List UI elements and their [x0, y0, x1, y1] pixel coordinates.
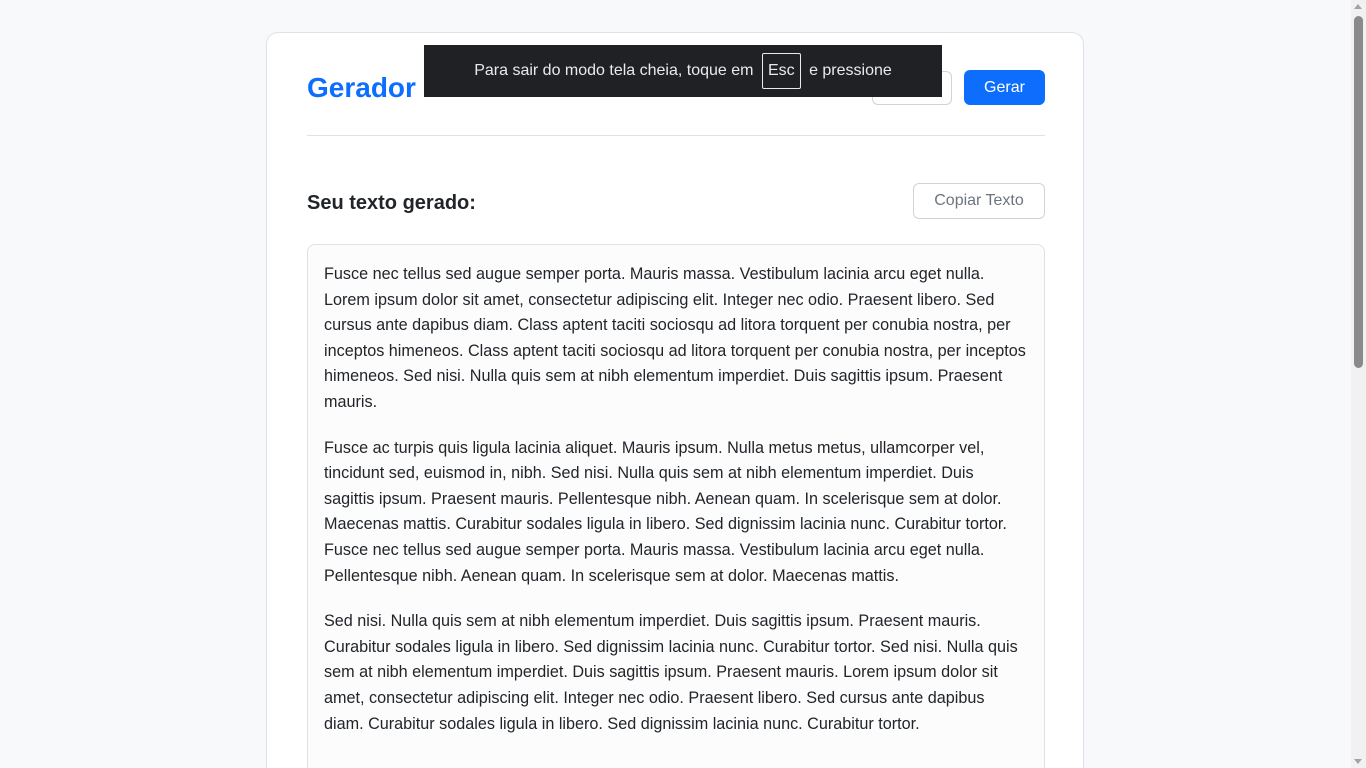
scroll-down-arrow-icon[interactable] — [1354, 759, 1362, 764]
copy-text-button[interactable]: Copiar Texto — [913, 183, 1045, 219]
generated-paragraph-3: Sed nisi. Nulla quis sem at nibh elementum imperdiet. Duis sagittis ipsum. Praesent mauris. Curabitur sodales ligula in libero. Sed dignissim lacinia nunc. Curabitur tortor. Sed nisi. Nulla quis sem at nibh elementum imperdiet. Duis sagittis ipsum. Praesent mauris. Lorem ipsum dolor sit amet, consectetur adipiscing elit. Integer nec odio. Praesent libero. Sed cursus ante dapibus diam. Curabitur sodales ligula in libero. Sed dignissim lacinia nunc. Curabitur tortor. — [324, 612, 1018, 733]
scrollbar-thumb[interactable] — [1354, 16, 1363, 368]
vertical-scrollbar[interactable] — [1351, 0, 1366, 768]
generator-card — [266, 32, 1084, 768]
output-header — [307, 183, 1045, 221]
generate-button[interactable]: Gerar — [964, 70, 1045, 105]
app-title: Gerador — [307, 72, 416, 103]
esc-key-badge: Esc — [762, 53, 801, 89]
output-heading: Seu texto gerado: — [307, 192, 476, 214]
notice-text-after: e pressione — [809, 62, 892, 79]
generated-paragraph-1: Fusce nec tellus sed augue semper porta. Mauris massa. Vestibulum lacinia arcu eget nulla. Lorem ipsum dolor sit amet, consectetur adipiscing elit. Integer nec odio. Praesent libero. Sed cursus ante dapibus diam. Class aptent taciti sociosqu ad litora torquent per conubia nostra, per inceptos himeneos. Class aptent taciti sociosqu ad litora torquent per conubia nostra, per inceptos himeneos. Sed nisi. Nulla quis sem at nibh elementum imperdiet. Duis sagittis ipsum. Praesent mauris. — [324, 265, 1026, 411]
scroll-up-arrow-icon[interactable] — [1354, 4, 1362, 9]
fullscreen-exit-notice — [424, 45, 942, 97]
generated-text-box[interactable] — [307, 244, 1045, 768]
notice-text-before: Para sair do modo tela cheia, toque em — [474, 62, 754, 79]
generated-paragraph-2: Fusce ac turpis quis ligula lacinia aliquet. Mauris ipsum. Nulla metus metus, ullamcorper vel, tincidunt sed, euismod in, nibh. Sed nisi. Nulla quis sem at nibh elementum imperdiet. Duis sagittis ipsum. Praesent mauris. Pellentesque nibh. Aenean quam. In scelerisque sem at dolor. Maecenas mattis. Curabitur sodales ligula in libero. Sed dignissim lacinia nunc. Curabitur tortor. Fusce nec tellus sed augue semper porta. Mauris massa. Vestibulum lacinia arcu eget nulla. Pellentesque nibh. Aenean quam. In scelerisque sem at dolor. Maecenas mattis. — [324, 438, 1007, 585]
